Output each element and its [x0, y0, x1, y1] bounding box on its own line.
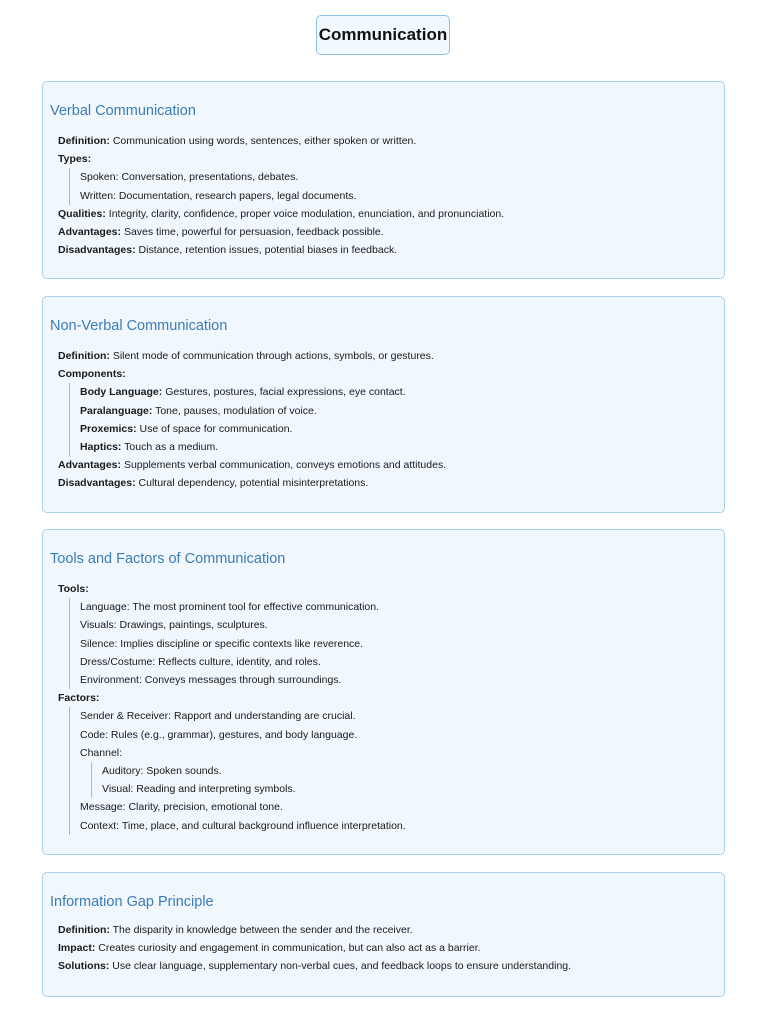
card-content	[58, 580, 406, 835]
components-list	[69, 383, 446, 456]
advantages-label: Advantages:	[58, 226, 122, 239]
types-line	[58, 150, 504, 168]
solutions-text: Use clear language, supplementary non-verbal cues, and feedback loops to ensure understanding.	[112, 960, 572, 973]
advantages-text: Supplements verbal communication, conveys emotions and attitudes.	[123, 459, 447, 472]
tools-label: Tools:	[58, 583, 89, 595]
solutions-label: Solutions:	[58, 960, 110, 973]
card-title: Verbal Communication	[50, 103, 196, 119]
disadvantages-text: Cultural dependency, potential misinterpretations.	[138, 477, 369, 490]
tools-factors-card	[42, 529, 725, 855]
definition-line	[58, 132, 504, 150]
definition-text: The disparity in knowledge between the sender and the receiver.	[112, 924, 413, 936]
list-item: Auditory: Spoken sounds.	[102, 765, 222, 778]
disadvantages-line	[58, 241, 504, 259]
list-item	[80, 402, 446, 420]
component-text: Gestures, postures, facial expressions, eye contact.	[165, 386, 406, 399]
advantages-text: Saves time, powerful for persuasion, feedback possible.	[123, 226, 384, 239]
verbal-communication-card	[42, 81, 725, 279]
types-label: Types:	[58, 153, 92, 166]
list-item	[80, 438, 446, 456]
list-item: Written: Documentation, research papers, legal documents.	[80, 189, 357, 202]
tools-list	[69, 598, 406, 689]
definition-label: Definition:	[58, 135, 110, 147]
factors-line	[58, 689, 406, 707]
advantages-line	[58, 456, 446, 474]
components-label: Components:	[58, 368, 126, 381]
advantages-label: Advantages:	[58, 459, 122, 472]
component-label: Proxemics:	[80, 422, 137, 435]
list-item: Environment: Conveys messages through surroundings.	[80, 674, 342, 687]
definition-label: Definition:	[58, 350, 110, 362]
list-item: Visual: Reading and interpreting symbols.	[102, 783, 296, 796]
list-item: Context: Time, place, and cultural background influence interpretation.	[80, 819, 406, 832]
definition-label: Definition:	[58, 924, 110, 936]
qualities-label: Qualities:	[58, 207, 106, 220]
list-item: Silence: Implies discipline or specific contexts like reverence.	[80, 637, 364, 650]
definition-text: Silent mode of communication through actions, symbols, or gestures.	[112, 350, 434, 362]
component-label: Body Language:	[80, 386, 163, 399]
impact-line	[58, 939, 571, 957]
qualities-text: Integrity, clarity, confidence, proper voice modulation, enunciation, and pronunciation.	[108, 207, 505, 220]
channel-list	[91, 762, 406, 798]
disadvantages-text: Distance, retention issues, potential biases in feedback.	[138, 244, 398, 257]
factors-label: Factors:	[58, 692, 100, 705]
list-item	[80, 383, 446, 401]
card-title: Information Gap Principle	[50, 894, 214, 910]
disadvantages-label: Disadvantages:	[58, 244, 136, 257]
component-text: Use of space for communication.	[139, 422, 293, 435]
card-title: Tools and Factors of Communication	[50, 551, 286, 567]
list-item: Visuals: Drawings, paintings, sculptures.	[80, 619, 268, 632]
solutions-line	[58, 957, 571, 975]
list-item	[80, 420, 446, 438]
card-content	[58, 132, 504, 259]
information-gap-card	[42, 872, 725, 997]
card-content	[58, 921, 571, 976]
definition-line	[58, 347, 446, 365]
definition-line	[58, 921, 571, 939]
qualities-line	[58, 205, 504, 223]
disadvantages-label: Disadvantages:	[58, 477, 136, 490]
nonverbal-communication-card	[42, 296, 725, 513]
page-title: Communication	[316, 15, 450, 55]
impact-text: Creates curiosity and engagement in communication, but can also act as a barrier.	[98, 942, 481, 955]
component-label: Paralanguage:	[80, 404, 153, 417]
impact-label: Impact:	[58, 942, 96, 955]
definition-text: Communication using words, sentences, either spoken or written.	[112, 135, 417, 147]
component-text: Touch as a medium.	[124, 441, 219, 454]
list-item: Dress/Costume: Reflects culture, identity, and roles.	[80, 655, 321, 668]
list-item: Message: Clarity, precision, emotional tone.	[80, 801, 283, 814]
list-item: Spoken: Conversation, presentations, debates.	[80, 171, 299, 184]
component-text: Tone, pauses, modulation of voice.	[155, 404, 317, 417]
list-item: Language: The most prominent tool for effective communication.	[80, 601, 380, 614]
component-label: Haptics:	[80, 441, 122, 454]
list-item: Code: Rules (e.g., grammar), gestures, and body language.	[80, 728, 358, 741]
factors-list	[69, 707, 406, 834]
types-list	[69, 168, 504, 204]
advantages-line	[58, 223, 504, 241]
disadvantages-line	[58, 474, 446, 492]
tools-line	[58, 580, 406, 598]
card-title: Non-Verbal Communication	[50, 318, 228, 334]
list-item: Sender & Receiver: Rapport and understanding are crucial.	[80, 710, 356, 723]
list-item: Channel:	[80, 746, 123, 759]
card-content	[58, 347, 446, 493]
components-line	[58, 365, 446, 383]
